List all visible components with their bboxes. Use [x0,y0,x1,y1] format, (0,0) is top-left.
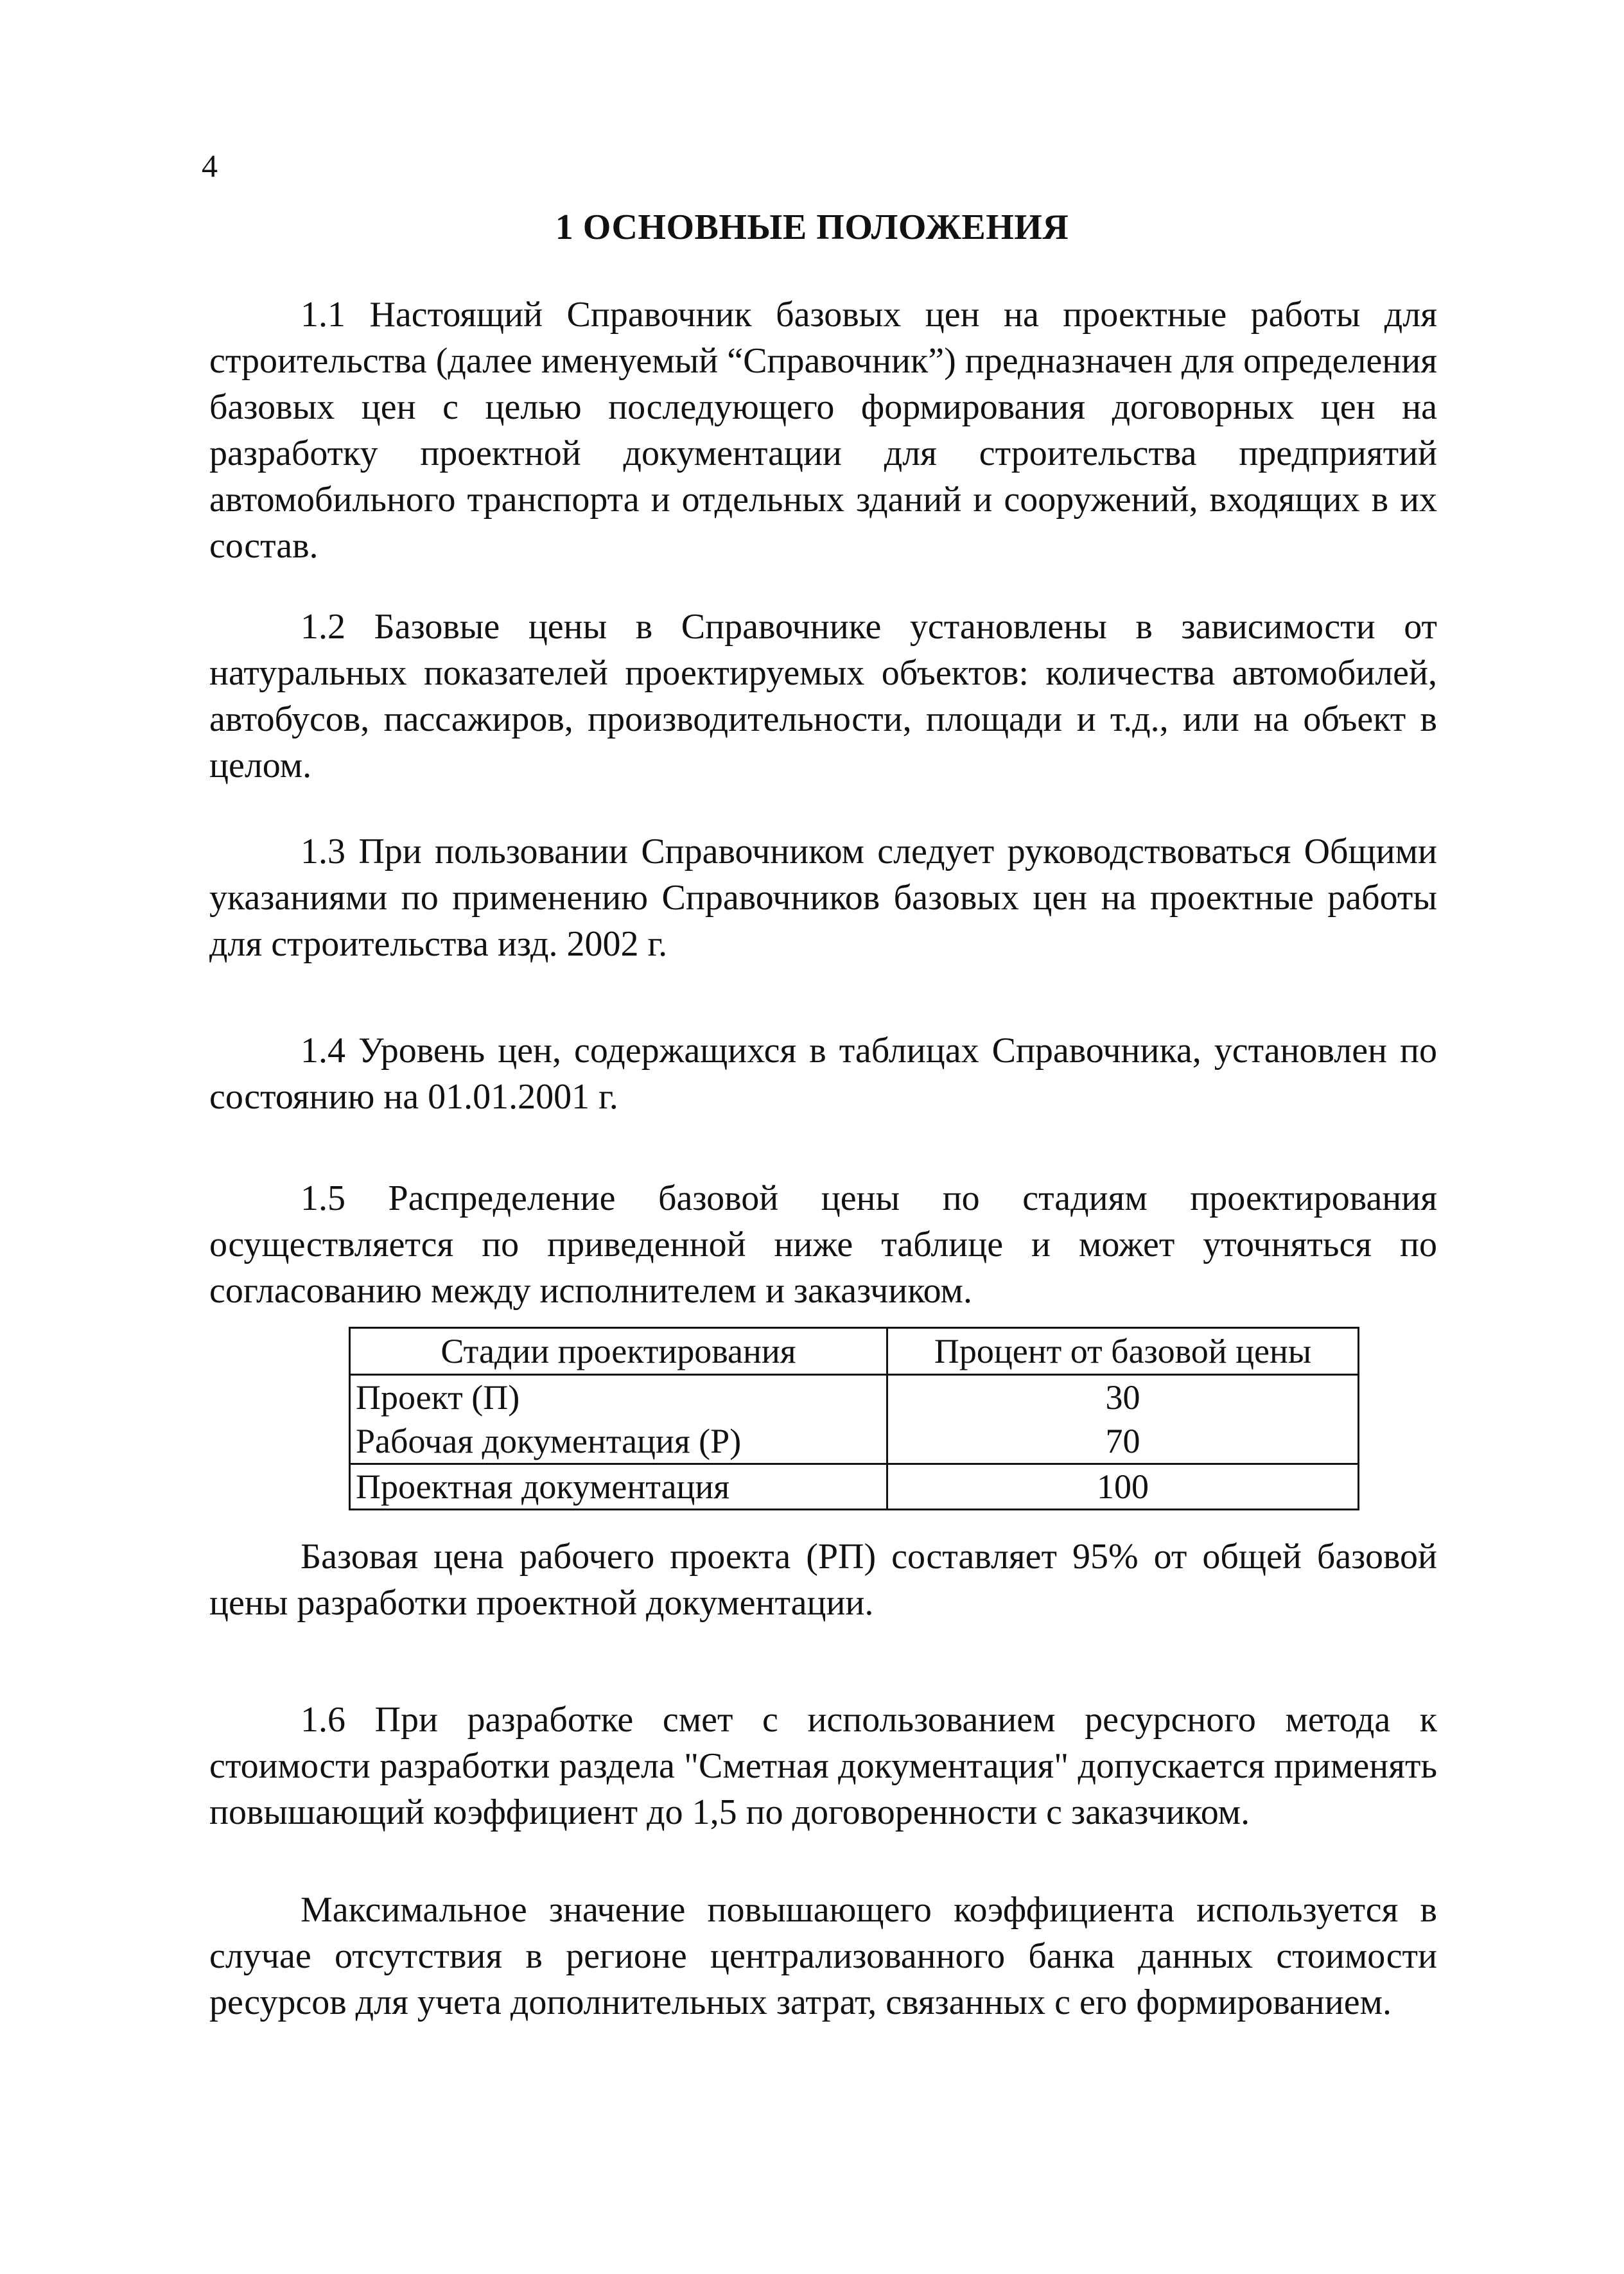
column-header-percent: Процент от базовой цены [887,1328,1359,1375]
percent-cell: 30 [887,1375,1359,1420]
paragraph-1-1: 1.1 Настоящий Справочник базовых цен на проектные работы для строительства (далее именуемый “Справочник”) предназначен для определения базовых цен с целью последующего формирования договорных цен на разработку проектной документации для строительства предприятий автомобильного транспорта и отдельных зданий и сооружений, входящих в их состав. [209,295,1437,566]
stage-cell: Рабочая документация (Р) [350,1419,887,1464]
table-row [350,1375,1359,1420]
paragraph-max-coefficient: Максимальное значение повышающего коэффициента используется в случае отсутствия в регионе централизованного банка данных стоимости ресурсов для учета дополнительных затрат, связанных с его формированием. [209,1890,1437,2022]
stage-cell: Проект (П) [350,1375,887,1420]
table-row [350,1419,1359,1464]
paragraph-base-price: Базовая цена рабочего проекта (РП) составляет 95% от общей базовой цены разработки проектной документации. [209,1537,1437,1623]
paragraph-1-5: 1.5 Распределение базовой цены по стадиям проектирования осуществляется по приведенной ниже таблице и может уточняться по согласованию между исполнителем и заказчиком. [209,1178,1437,1311]
paragraph-1-6: 1.6 При разработке смет с использованием ресурсного метода к стоимости разработки раздела "Сметная документация" допускается применять повышающий коэффициент до 1,5 по договоренности с заказчиком. [209,1700,1437,1832]
paragraph-1-2: 1.2 Базовые цены в Справочнике установлены в зависимости от натуральных показателей проектируемых объектов: количества автомобилей, автобусов, пассажиров, производительности, площади и т.д., или на объект в целом. [209,607,1437,785]
percent-cell: 100 [887,1464,1359,1510]
stage-cell: Проектная документация [350,1464,887,1510]
table-row-total [350,1464,1359,1510]
stages-table [349,1327,1359,1510]
percent-cell: 70 [887,1419,1359,1464]
table-header-row [350,1328,1359,1375]
paragraph-1-4: 1.4 Уровень цен, содержащихся в таблицах Справочника, установлен по состоянию на 01.01.2001 г. [209,1031,1437,1117]
paragraph-1-3: 1.3 При пользовании Справочником следует руководствоваться Общими указаниями по применению Справочников базовых цен на проектные работы для строительства изд. 2002 г. [209,832,1437,964]
section-title: 1 ОСНОВНЫЕ ПОЛОЖЕНИЯ [555,207,1069,247]
column-header-stage: Стадии проектирования [350,1328,887,1375]
page-number: 4 [202,148,218,184]
